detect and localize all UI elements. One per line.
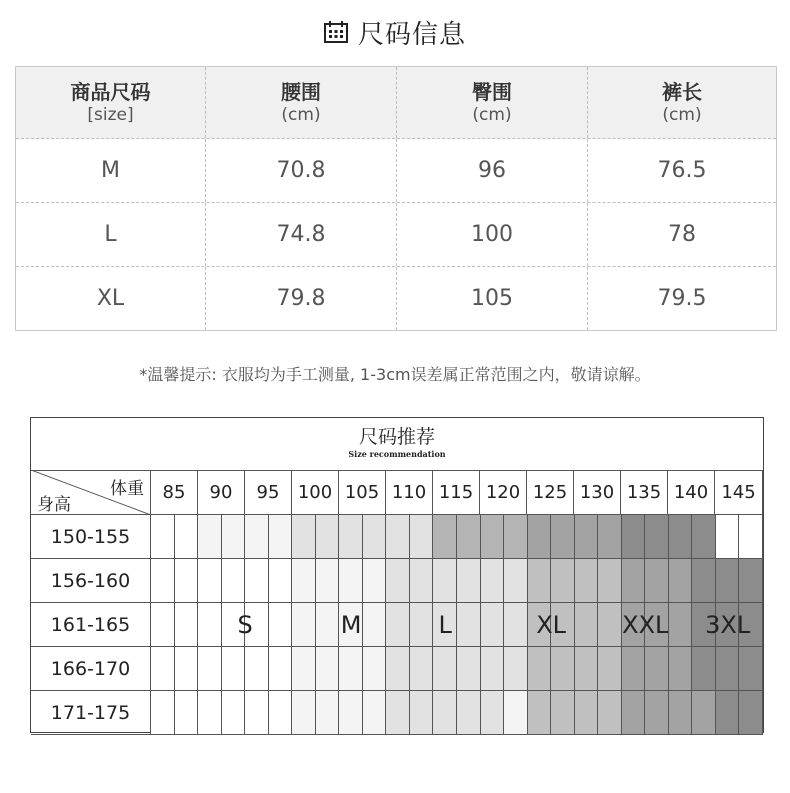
grid-cell [645, 559, 669, 603]
size-label-l: L [438, 611, 452, 639]
cell-waist: 79.8 [276, 286, 326, 311]
grid-cell [386, 691, 410, 735]
grid-cell [292, 647, 316, 691]
grid-cell [222, 691, 246, 735]
grid-cell [669, 559, 693, 603]
grid-cell [739, 559, 763, 603]
size-label-s: S [237, 611, 253, 639]
grid-cell [175, 691, 199, 735]
grid-cell [175, 559, 199, 603]
size-label-3xl: 3XL [705, 611, 751, 639]
cell-hip: 105 [471, 286, 513, 311]
cell-hip: 96 [478, 158, 506, 183]
weight-header: 125 [527, 470, 574, 515]
grid-cell [269, 515, 293, 559]
grid-cell [269, 559, 293, 603]
grid-cell [645, 515, 669, 559]
table-row [16, 267, 776, 330]
grid-cell [316, 647, 340, 691]
grid-cell [363, 515, 387, 559]
grid-cell [222, 515, 246, 559]
grid-cell [716, 515, 740, 559]
grid-cell [410, 691, 434, 735]
grid-cell [551, 691, 575, 735]
grid-cell [575, 691, 599, 735]
grid-cell [339, 647, 363, 691]
grid-cell [692, 559, 716, 603]
grid-cell [175, 515, 199, 559]
weight-header: 85 [151, 470, 198, 515]
grid-cell [598, 647, 622, 691]
height-label: 156-160 [31, 559, 151, 603]
cell-length: 79.5 [657, 286, 707, 311]
title-text: 尺码信息 [357, 19, 466, 50]
grid-cell [386, 647, 410, 691]
grid-cell [339, 559, 363, 603]
grid-cell [245, 691, 269, 735]
grid-cell [622, 559, 646, 603]
table-row [16, 203, 776, 267]
height-label: 150-155 [31, 515, 151, 559]
grid-cell [386, 559, 410, 603]
recommendation-title [31, 418, 763, 471]
grid-cell [739, 515, 763, 559]
grid-cell [292, 691, 316, 735]
grid-cell [551, 515, 575, 559]
table-row [16, 139, 776, 203]
grid-cell [198, 515, 222, 559]
cell-size: L [104, 222, 117, 247]
grid-cell [339, 515, 363, 559]
grid-cell [292, 559, 316, 603]
recommendation-title-cn: 尺码推荐 [358, 426, 435, 448]
grid-cell [457, 515, 481, 559]
grid-cell [457, 559, 481, 603]
grid-cell [386, 603, 410, 647]
grid-cell [575, 559, 599, 603]
header-size: 商品尺码 [size] [16, 67, 206, 138]
weight-header: 120 [480, 470, 527, 515]
grid-cell [622, 515, 646, 559]
grid-cell [386, 515, 410, 559]
grid-cell [504, 559, 528, 603]
measurement-note: *温馨提示: 衣服均为手工测量, 1-3cm误差属正常范围之内，敬请谅解。 [139, 365, 651, 384]
grid-cell [716, 559, 740, 603]
size-label-xxl: XXL [622, 611, 669, 639]
grid-cell [316, 515, 340, 559]
weight-header: 140 [668, 470, 715, 515]
grid-cell [269, 691, 293, 735]
grid-cell [198, 559, 222, 603]
grid-cell [622, 647, 646, 691]
grid-cell [457, 691, 481, 735]
weight-header: 130 [574, 470, 621, 515]
grid-cell [198, 647, 222, 691]
grid-cell [481, 515, 505, 559]
weight-header: 115 [433, 470, 480, 515]
weight-header: 145 [715, 470, 763, 515]
grid-cell [363, 647, 387, 691]
grid-cell [692, 691, 716, 735]
grid-cell [528, 559, 552, 603]
weight-axis-label: 体重 [110, 479, 144, 499]
size-table [15, 66, 777, 331]
grid-cell [481, 691, 505, 735]
height-label: 171-175 [31, 691, 151, 735]
grid-cell [481, 603, 505, 647]
grid-cell [669, 515, 693, 559]
grid-cell [292, 515, 316, 559]
height-axis-label: 身高 [37, 495, 71, 515]
header-waist: 腰围 (cm) [206, 67, 397, 138]
grid-cell [739, 647, 763, 691]
grid-cell [151, 559, 175, 603]
grid-cell [363, 691, 387, 735]
grid-cell [269, 647, 293, 691]
grid-cell [739, 691, 763, 735]
grid-cell [410, 647, 434, 691]
grid-cell [575, 647, 599, 691]
recommendation-title-en: Size recommendation [348, 449, 446, 459]
cell-size: M [101, 158, 120, 183]
grid-cell [645, 691, 669, 735]
grid-cell [528, 691, 552, 735]
grid-cell [504, 515, 528, 559]
page-title [0, 12, 790, 52]
weight-header: 135 [621, 470, 668, 515]
size-label-xl: XL [536, 611, 567, 639]
cell-length: 78 [668, 222, 696, 247]
grid-cell [481, 559, 505, 603]
grid-cell [151, 647, 175, 691]
cell-waist: 74.8 [276, 222, 326, 247]
grid-cell [551, 647, 575, 691]
grid-cell [457, 647, 481, 691]
header-length: 裤长 (cm) [662, 79, 702, 125]
grid-cell [175, 647, 199, 691]
grid-cell [716, 691, 740, 735]
grid-cell [292, 603, 316, 647]
weight-header: 100 [292, 470, 339, 515]
grid-cell [481, 647, 505, 691]
grid-cell [339, 691, 363, 735]
size-label-m: M [340, 611, 362, 639]
height-label: 161-165 [31, 603, 151, 647]
grid-cell [222, 559, 246, 603]
grid-cell [528, 515, 552, 559]
grid-cell [433, 515, 457, 559]
weight-header: 95 [245, 470, 292, 515]
weight-header: 90 [198, 470, 245, 515]
weight-header: 110 [386, 470, 433, 515]
cell-hip: 100 [471, 222, 513, 247]
grid-cell [551, 559, 575, 603]
grid-cell [504, 647, 528, 691]
grid-cell [433, 647, 457, 691]
grid-cell [151, 603, 175, 647]
grid-cell [669, 647, 693, 691]
grid-cell [363, 559, 387, 603]
grid-cell [245, 515, 269, 559]
grid-cell [175, 603, 199, 647]
height-label: 166-170 [31, 647, 151, 691]
grid-cell [645, 647, 669, 691]
grid-cell [504, 691, 528, 735]
cell-waist: 70.8 [276, 158, 326, 183]
grid-cell [410, 515, 434, 559]
grid-cell [598, 559, 622, 603]
grid-cell [198, 691, 222, 735]
grid-cell [151, 691, 175, 735]
grid-cell [316, 559, 340, 603]
cell-length: 76.5 [657, 158, 707, 183]
grid-cell [692, 515, 716, 559]
grid-cell [716, 647, 740, 691]
grid-cell [410, 559, 434, 603]
grid-cell [692, 647, 716, 691]
header-hip: 臀围 (cm) [397, 67, 588, 138]
size-recommendation-table [30, 417, 764, 733]
grid-cell [622, 691, 646, 735]
grid-cell [222, 647, 246, 691]
grid-cell [316, 691, 340, 735]
grid-cell [669, 691, 693, 735]
grid-cell [151, 515, 175, 559]
grid-cell [433, 691, 457, 735]
cell-size: XL [96, 286, 125, 311]
calendar-icon [324, 21, 348, 43]
grid-cell [245, 559, 269, 603]
table-corner [31, 470, 151, 515]
size-table-header [16, 67, 776, 139]
grid-cell [598, 515, 622, 559]
grid-cell [598, 691, 622, 735]
weight-header: 105 [339, 470, 386, 515]
grid-cell [245, 647, 269, 691]
grid-cell [433, 559, 457, 603]
grid-cell [575, 515, 599, 559]
grid-cell [528, 647, 552, 691]
